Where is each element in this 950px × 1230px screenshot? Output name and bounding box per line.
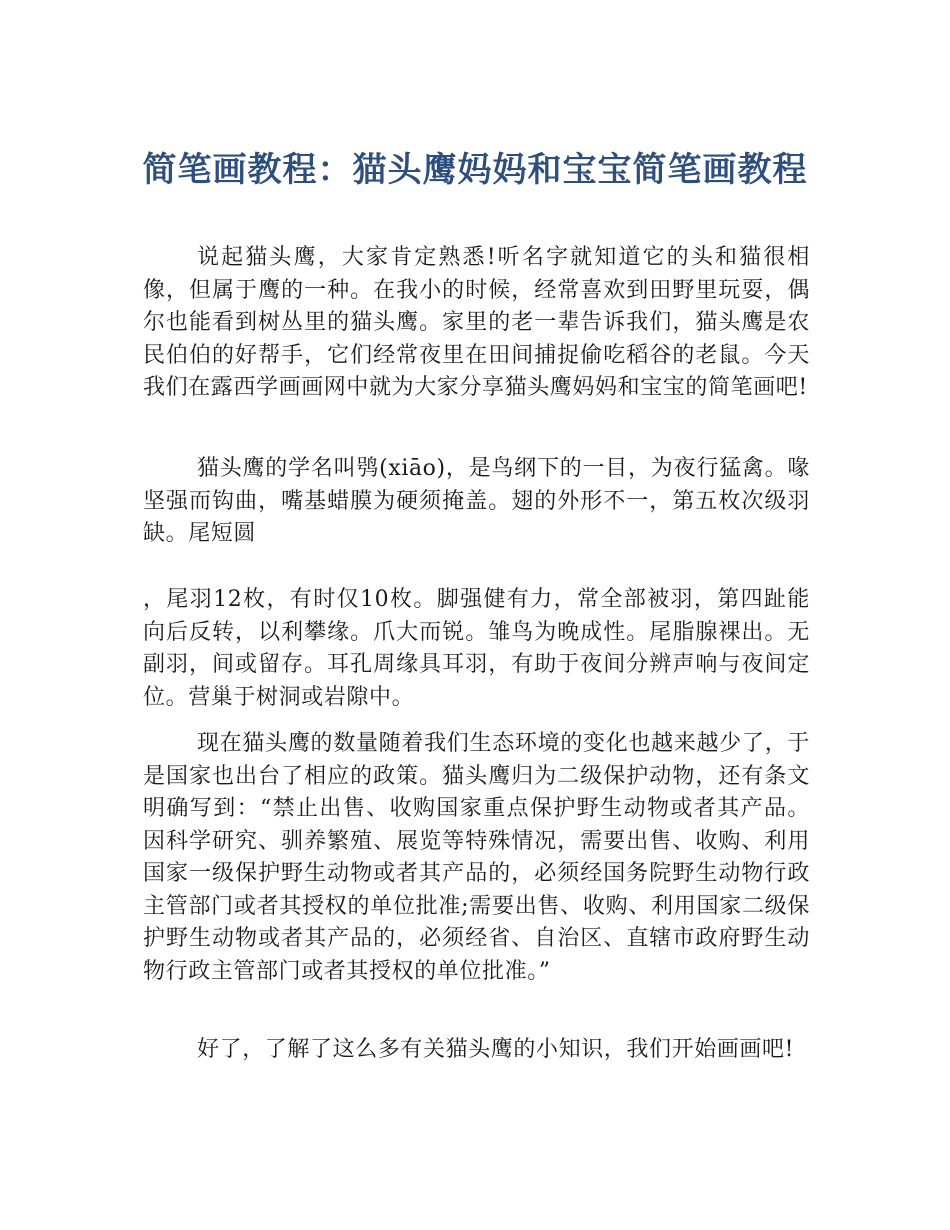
paragraph-intro: 说起猫头鹰，大家肯定熟悉!听名字就知道它的头和猫很相像，但属于鹰的一种。在我小的时候，经常喜欢到田野里玩耍，偶尔也能看到树丛里的猫头鹰。家里的老一辈告诉我们，猫头鹰是农民伯伯的好帮手，它们经常夜里在田间捕捉偷吃稻谷的老鼠。今天我们在露西学画画网中就为大家分享猫头鹰妈妈和宝宝的简笔画吧! bbox=[143, 245, 810, 400]
paragraph-scientific-name: 猫头鹰的学名叫鸮(xiāo)，是鸟纲下的一目，为夜行猛禽。喙坚强而钩曲，嘴基蜡膜为硬须掩盖。翅的外形不一，第五枚次级羽缺。尾短圆 bbox=[143, 456, 810, 546]
page-title: 简笔画教程：猫头鹰妈妈和宝宝简笔画教程 bbox=[142, 150, 808, 190]
paragraph-features: ，尾羽12枚，有时仅10枚。脚强健有力，常全部被羽，第四趾能向后反转，以利攀缘。爪大而锐。雏鸟为晚成性。尾脂腺裸出。无副羽，间或留存。耳孔周缘具耳羽，有助于夜间分辨声响与夜间定位。营巢于树洞或岩隙中。 bbox=[143, 587, 810, 710]
paragraph-protection: 现在猫头鹰的数量随着我们生态环境的变化也越来越少了，于是国家也出台了相应的政策。猫头鹰归为二级保护动物，还有条文明确写到：“禁止出售、收购国家重点保护野生动物或者其产品。因科学研究、驯养繁殖、展览等特殊情况，需要出售、收购、利用国家一级保护野生动物或者其产品的，必须经国务院野生动物行政主管部门或者其授权的单位批准;需要出售、收购、利用国家二级保护野生动物或者其产品的，必须经省、自治区、直辖市政府野生动物行政主管部门或者其授权的单位批准。” bbox=[143, 731, 810, 984]
paragraph-closing: 好了，了解了这么多有关猫头鹰的小知识，我们开始画画吧! bbox=[197, 1037, 795, 1062]
